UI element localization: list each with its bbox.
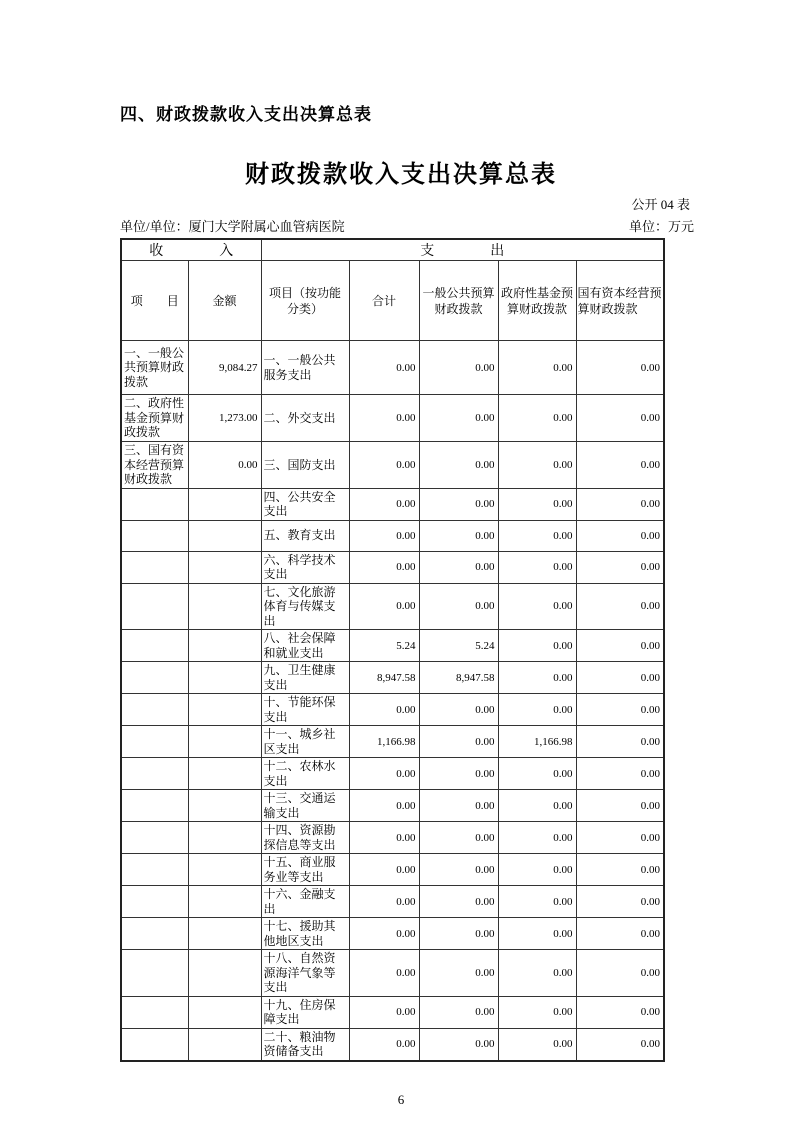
- total-cell: 0.00: [349, 996, 419, 1028]
- expense-item-cell: 八、社会保障和就业支出: [261, 630, 349, 662]
- section-heading: 四、财政拨款收入支出决算总表: [120, 105, 372, 124]
- total-cell: 0.00: [349, 341, 419, 395]
- income-item-cell: 三、国有资本经营预算财政拨款: [121, 442, 188, 489]
- unit-name-label: 单位/单位：厦门大学附属心血管病医院: [120, 219, 345, 234]
- table-title: 财政拨款收入支出决算总表: [245, 161, 557, 188]
- column-header-general-public-budget: 一般公共预算财政拨款: [419, 261, 498, 341]
- expense-item-cell: 十六、金融支出: [261, 886, 349, 918]
- income-amount-cell: [188, 996, 261, 1028]
- income-item-cell: [121, 790, 188, 822]
- table-row: [121, 395, 664, 442]
- state-capital-budget-cell: 0.00: [576, 918, 664, 950]
- gov-fund-budget-cell: 0.00: [498, 886, 576, 918]
- state-capital-budget-cell: 0.00: [576, 551, 664, 583]
- expense-item-cell: 十九、住房保障支出: [261, 996, 349, 1028]
- general-public-budget-cell: 0.00: [419, 886, 498, 918]
- total-cell: 0.00: [349, 395, 419, 442]
- income-item-cell: [121, 854, 188, 886]
- income-amount-cell: 1,273.00: [188, 395, 261, 442]
- state-capital-budget-cell: 0.00: [576, 790, 664, 822]
- expense-item-cell: 十七、援助其他地区支出: [261, 918, 349, 950]
- general-public-budget-cell: 0.00: [419, 996, 498, 1028]
- table-row: [121, 520, 664, 551]
- table-row: [121, 918, 664, 950]
- gov-fund-budget-cell: 0.00: [498, 1028, 576, 1061]
- table-row: [121, 854, 664, 886]
- table-group-header-row: [121, 239, 664, 261]
- state-capital-budget-cell: 0.00: [576, 854, 664, 886]
- general-public-budget-cell: 0.00: [419, 551, 498, 583]
- income-amount-cell: [188, 758, 261, 790]
- column-header-amount: 金额: [188, 261, 261, 341]
- income-amount-cell: [188, 918, 261, 950]
- table-row: [121, 790, 664, 822]
- general-public-budget-cell: 0.00: [419, 790, 498, 822]
- income-amount-cell: [188, 854, 261, 886]
- gov-fund-budget-cell: 0.00: [498, 488, 576, 520]
- total-cell: 0.00: [349, 551, 419, 583]
- table-row: [121, 630, 664, 662]
- state-capital-budget-cell: 0.00: [576, 630, 664, 662]
- income-item-cell: [121, 886, 188, 918]
- column-header-gov-fund-budget: 政府性基金预算财政拨款: [498, 261, 576, 341]
- gov-fund-budget-cell: 0.00: [498, 520, 576, 551]
- income-amount-cell: 9,084.27: [188, 341, 261, 395]
- gov-fund-budget-cell: 0.00: [498, 790, 576, 822]
- state-capital-budget-cell: 0.00: [576, 583, 664, 630]
- general-public-budget-cell: 0.00: [419, 520, 498, 551]
- general-public-budget-cell: 0.00: [419, 950, 498, 997]
- expense-item-cell: 二、外交支出: [261, 395, 349, 442]
- income-amount-cell: [188, 520, 261, 551]
- state-capital-budget-cell: 0.00: [576, 950, 664, 997]
- expense-item-cell: 三、国防支出: [261, 442, 349, 489]
- expense-item-cell: 二十、粮油物资储备支出: [261, 1028, 349, 1061]
- column-header-income-item: 项 目: [121, 261, 188, 341]
- income-item-cell: [121, 996, 188, 1028]
- income-item-cell: [121, 726, 188, 758]
- state-capital-budget-cell: 0.00: [576, 395, 664, 442]
- total-cell: 5.24: [349, 630, 419, 662]
- expense-item-cell: 一、一般公共服务支出: [261, 341, 349, 395]
- total-cell: 0.00: [349, 854, 419, 886]
- state-capital-budget-cell: 0.00: [576, 662, 664, 694]
- total-cell: 0.00: [349, 758, 419, 790]
- gov-fund-budget-cell: 0.00: [498, 341, 576, 395]
- general-public-budget-cell: 0.00: [419, 758, 498, 790]
- table-row: [121, 583, 664, 630]
- general-public-budget-cell: 0.00: [419, 395, 498, 442]
- state-capital-budget-cell: 0.00: [576, 996, 664, 1028]
- gov-fund-budget-cell: 0.00: [498, 551, 576, 583]
- general-public-budget-cell: 5.24: [419, 630, 498, 662]
- expense-item-cell: 十五、商业服务业等支出: [261, 854, 349, 886]
- gov-fund-budget-cell: 0.00: [498, 996, 576, 1028]
- income-group-header: 收 入: [121, 239, 261, 261]
- table-row: [121, 662, 664, 694]
- income-amount-cell: [188, 790, 261, 822]
- general-public-budget-cell: 0.00: [419, 726, 498, 758]
- table-row: [121, 996, 664, 1028]
- general-public-budget-cell: 0.00: [419, 854, 498, 886]
- gov-fund-budget-cell: 0.00: [498, 442, 576, 489]
- state-capital-budget-cell: 0.00: [576, 822, 664, 854]
- total-cell: 1,166.98: [349, 726, 419, 758]
- meta-row: [120, 216, 694, 235]
- expense-item-cell: 十一、城乡社区支出: [261, 726, 349, 758]
- expense-item-cell: 十八、自然资源海洋气象等支出: [261, 950, 349, 997]
- gov-fund-budget-cell: 0.00: [498, 822, 576, 854]
- expense-item-cell: 十二、农林水支出: [261, 758, 349, 790]
- gov-fund-budget-cell: 0.00: [498, 662, 576, 694]
- income-item-cell: 一、一般公共预算财政拨款: [121, 341, 188, 395]
- income-amount-cell: [188, 551, 261, 583]
- state-capital-budget-cell: 0.00: [576, 886, 664, 918]
- total-cell: 0.00: [349, 822, 419, 854]
- total-cell: 0.00: [349, 442, 419, 489]
- table-column-header-row: [121, 261, 664, 341]
- income-item-cell: [121, 918, 188, 950]
- gov-fund-budget-cell: 0.00: [498, 583, 576, 630]
- general-public-budget-cell: 0.00: [419, 442, 498, 489]
- income-item-cell: [121, 520, 188, 551]
- general-public-budget-cell: 0.00: [419, 583, 498, 630]
- total-cell: 0.00: [349, 1028, 419, 1061]
- expense-item-cell: 十、节能环保支出: [261, 694, 349, 726]
- total-cell: 0.00: [349, 790, 419, 822]
- expense-item-cell: 六、科学技术支出: [261, 551, 349, 583]
- table-row: [121, 442, 664, 489]
- table-row: [121, 341, 664, 395]
- income-item-cell: [121, 950, 188, 997]
- income-amount-cell: [188, 694, 261, 726]
- state-capital-budget-cell: 0.00: [576, 520, 664, 551]
- table-body: [121, 341, 664, 1061]
- state-capital-budget-cell: 0.00: [576, 1028, 664, 1061]
- income-item-cell: [121, 1028, 188, 1061]
- fiscal-appropriation-table: [120, 238, 665, 1062]
- general-public-budget-cell: 0.00: [419, 488, 498, 520]
- page-number: 6: [397, 1091, 405, 1107]
- income-item-cell: [121, 583, 188, 630]
- income-item-cell: [121, 662, 188, 694]
- state-capital-budget-cell: 0.00: [576, 341, 664, 395]
- state-capital-budget-cell: 0.00: [576, 442, 664, 489]
- expense-item-cell: 七、文化旅游体育与传媒支出: [261, 583, 349, 630]
- expenditure-group-header: 支 出: [261, 239, 664, 261]
- general-public-budget-cell: 0.00: [419, 822, 498, 854]
- column-header-total: 合计: [349, 261, 419, 341]
- expense-item-cell: 四、公共安全支出: [261, 488, 349, 520]
- gov-fund-budget-cell: 1,166.98: [498, 726, 576, 758]
- gov-fund-budget-cell: 0.00: [498, 630, 576, 662]
- income-item-cell: [121, 694, 188, 726]
- income-amount-cell: 0.00: [188, 442, 261, 489]
- gov-fund-budget-cell: 0.00: [498, 758, 576, 790]
- general-public-budget-cell: 0.00: [419, 694, 498, 726]
- table-row: [121, 694, 664, 726]
- general-public-budget-cell: 0.00: [419, 918, 498, 950]
- state-capital-budget-cell: 0.00: [576, 694, 664, 726]
- income-amount-cell: [188, 822, 261, 854]
- gov-fund-budget-cell: 0.00: [498, 854, 576, 886]
- income-amount-cell: [188, 488, 261, 520]
- income-amount-cell: [188, 886, 261, 918]
- total-cell: 0.00: [349, 918, 419, 950]
- income-item-cell: [121, 630, 188, 662]
- income-item-cell: [121, 551, 188, 583]
- currency-unit-label: 单位：万元: [628, 219, 694, 234]
- table-row: [121, 886, 664, 918]
- gov-fund-budget-cell: 0.00: [498, 694, 576, 726]
- expense-item-cell: 九、卫生健康支出: [261, 662, 349, 694]
- total-cell: 0.00: [349, 886, 419, 918]
- total-cell: 0.00: [349, 694, 419, 726]
- income-item-cell: [121, 822, 188, 854]
- state-capital-budget-cell: 0.00: [576, 726, 664, 758]
- income-item-cell: [121, 758, 188, 790]
- total-cell: 0.00: [349, 583, 419, 630]
- expense-item-cell: 五、教育支出: [261, 520, 349, 551]
- income-item-cell: 二、政府性基金预算财政拨款: [121, 395, 188, 442]
- income-item-cell: [121, 488, 188, 520]
- state-capital-budget-cell: 0.00: [576, 488, 664, 520]
- total-cell: 0.00: [349, 520, 419, 551]
- income-amount-cell: [188, 662, 261, 694]
- table-row: [121, 726, 664, 758]
- income-amount-cell: [188, 726, 261, 758]
- expense-item-cell: 十三、交通运输支出: [261, 790, 349, 822]
- total-cell: 0.00: [349, 950, 419, 997]
- general-public-budget-cell: 0.00: [419, 341, 498, 395]
- gov-fund-budget-cell: 0.00: [498, 918, 576, 950]
- expense-item-cell: 十四、资源勘探信息等支出: [261, 822, 349, 854]
- income-amount-cell: [188, 950, 261, 997]
- state-capital-budget-cell: 0.00: [576, 758, 664, 790]
- income-amount-cell: [188, 1028, 261, 1061]
- table-code-label: 公开 04 表: [631, 197, 690, 212]
- table-row: [121, 950, 664, 997]
- gov-fund-budget-cell: 0.00: [498, 950, 576, 997]
- general-public-budget-cell: 8,947.58: [419, 662, 498, 694]
- table-row: [121, 758, 664, 790]
- table-row: [121, 551, 664, 583]
- total-cell: 0.00: [349, 488, 419, 520]
- general-public-budget-cell: 0.00: [419, 1028, 498, 1061]
- table-row: [121, 1028, 664, 1061]
- income-amount-cell: [188, 630, 261, 662]
- table-row: [121, 822, 664, 854]
- income-amount-cell: [188, 583, 261, 630]
- table-row: [121, 488, 664, 520]
- column-header-state-capital-budget: 国有资本经营预算财政拨款: [576, 261, 664, 341]
- column-header-expense-item: 项目（按功能分类）: [261, 261, 349, 341]
- gov-fund-budget-cell: 0.00: [498, 395, 576, 442]
- total-cell: 8,947.58: [349, 662, 419, 694]
